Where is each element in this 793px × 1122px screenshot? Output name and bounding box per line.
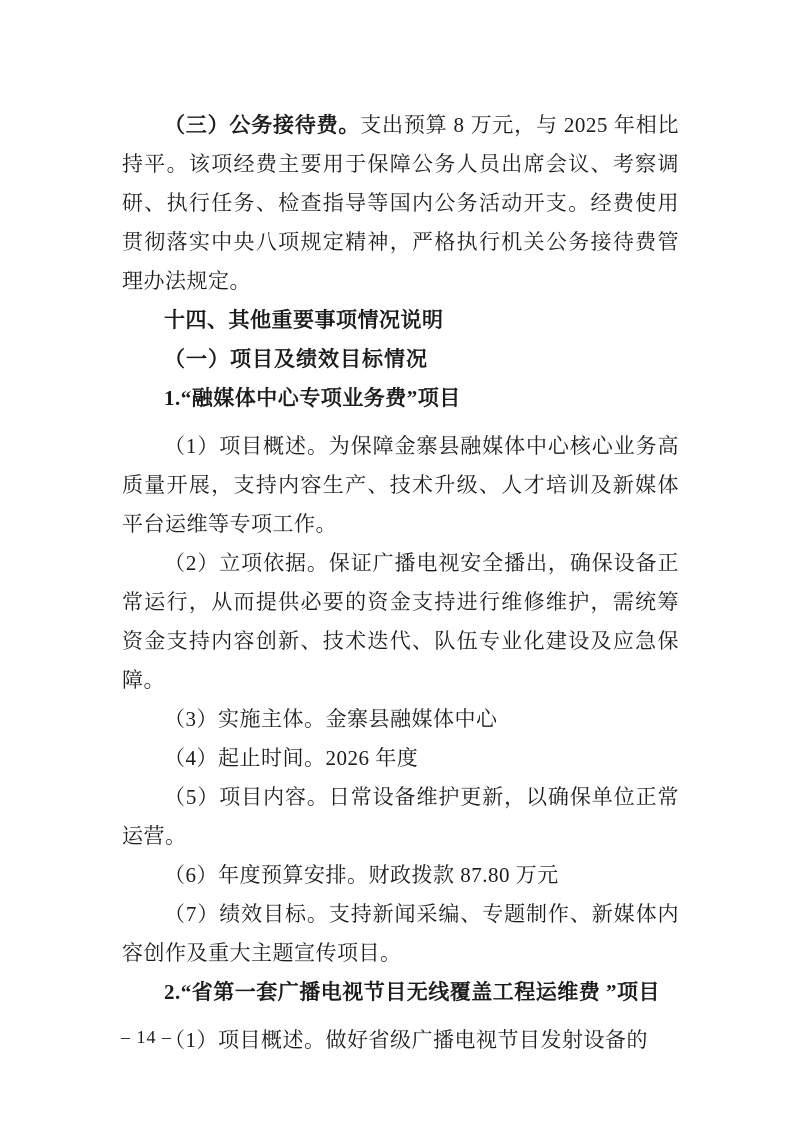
paragraph-official-reception-fee — [122, 106, 679, 301]
page-number: – 14 – — [121, 1027, 172, 1047]
project2-item-overview: （1）项目概述。做好省级广播电视节目发射设备的 — [164, 1028, 648, 1052]
paragraph-lead-bold: （三）公务接待费。 — [164, 113, 361, 137]
project1-item-implementer: （3）实施主体。金寨县融媒体中心 — [164, 707, 498, 731]
document-body — [122, 106, 679, 1060]
heading-section-14: 十四、其他重要事项情况说明 — [164, 309, 444, 332]
paragraph-body-text: 支出预算 8 万元，与 2025 年相比持平。该项经费主要用于保障公务人员出席会议、考察调研、执行任务、检查指导等国内公务活动开支。经费使用贯彻落实中央八项规定精神，严格执行机关公务接待费管理办法规定。 — [122, 113, 680, 293]
heading-subsection-1: （一）项目及绩效目标情况 — [164, 347, 428, 371]
project1-item-basis: （2）立项依据。保证广播电视安全播出，确保设备正常运行，从而提供必要的资金支持进行维修维护，需统筹资金支持内容创新、技术迭代、队伍专业化建设及应急保障。 — [122, 551, 679, 692]
project1-item-content: （5）项目内容。日常设备维护更新，以确保单位正常运营。 — [122, 785, 679, 848]
project1-item-overview: （1）项目概述。为保障金寨县融媒体中心核心业务高质量开展，支持内容生产、技术升级、人才培训及新媒体平台运维等专项工作。 — [122, 434, 679, 536]
heading-project-1-title: 1.“融媒体中心专项业务费”项目 — [164, 386, 461, 410]
project1-item-performance-goal: （7）绩效目标。支持新闻采编、专题制作、新媒体内容创作及重大主题宣传项目。 — [122, 902, 679, 965]
heading-project-2-title: 2.“省第一套广播电视节目无线覆盖工程运维费 ”项目 — [164, 980, 660, 1004]
project1-item-budget: （6）年度预算安排。财政拨款 87.80 万元 — [164, 863, 559, 887]
project1-item-duration: （4）起止时间。2026 年度 — [164, 746, 419, 770]
